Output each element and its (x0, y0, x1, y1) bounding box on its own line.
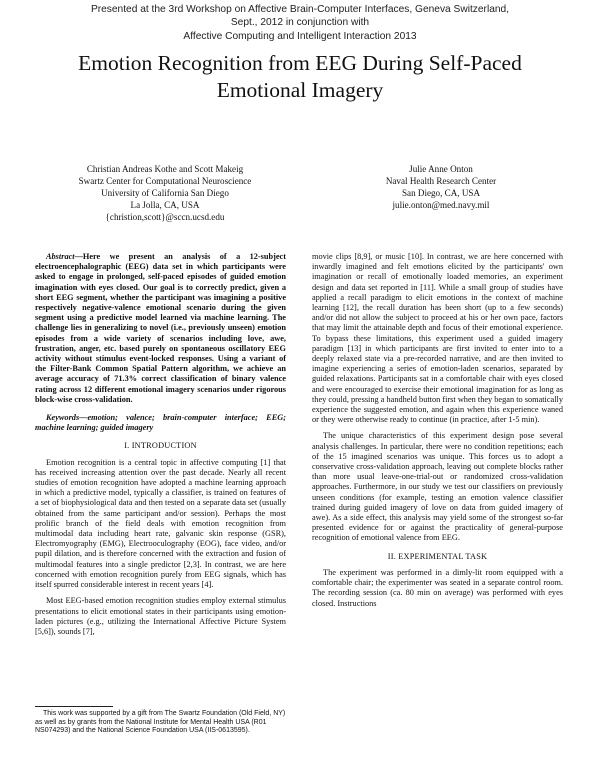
author-location: La Jolla, CA, USA (130, 200, 200, 211)
author-location: San Diego, CA, USA (401, 188, 481, 199)
title-line: Emotional Imagery (216, 78, 384, 102)
workshop-notice (0, 3, 600, 43)
notice-line: Presented at the 3rd Workshop on Affective Brain-Computer Interfaces, Geneva Switzerland, (90, 4, 510, 15)
author-block-right (326, 163, 556, 211)
body-paragraph: Emotion recognition is a central topic in affective computing [1] that has received increasing attention over the past decade. Nearly all recent studies of emotion recognition have adopted a machine learning approach in which a predictive model, typically a classifier, is trained on features of a set of biophysiological data and then tested on a separate data set (usually obtained from the same participant and/or session). Perhaps the most prolific branch of the field deals with emotion recognition from multimodal data including heart rate, galvanic skin response (GSR), Electromyography (EMG), Electrooculography (EOG), face video, and/or pupil dilation, and is therefore concerned with the extraction and fusion of multimodal features into a single predictor [2,3]. In contrast, we are here concerned with emotion recognition purely from EEG signals, which has itself spurred considerable interest in recent years [4]. (35, 457, 286, 590)
abstract-label: Abstract (46, 252, 75, 261)
body-paragraph: The experiment was performed in a dimly-lit room equipped with a comfortable chair; the experimenter was seated in a separate control room. The recording session (ca. 80 min on average) was performed with eyes closed. Instructions (312, 567, 563, 608)
author-affiliation: Swartz Center for Computational Neuroscience (78, 176, 252, 187)
author-names: Julie Anne Onton (409, 164, 473, 174)
paper-title (0, 50, 600, 104)
right-column (312, 252, 563, 609)
body-paragraph: movie clips [8,9], or music [10]. In contrast, we are here concerned with inwardly imagined and felt emotions elicited by the participants' own imagination or recall of emotionally loaded memories, an experiment design and data set reported in [11]. While a small group of studies have applied a recall paradigm to elicit emotions in the context of machine learning [12], the recall duration has been short (up to a few seconds) and/or did not allow the subject to proceed at his or her own pace, factors that may limit the attainable depth and focus of their emotional experience. To bypass these limitations, this experiment used a guided imagery paradigm [13] in which participants are first invited to enter into to a deeply relaxed state via a pre-recorded narrative, and are then invited to imagine experiencing a series of emotion-laden scenarios, separated by guided relaxations. Participants sat in a comfortable chair with eyes closed and were encouraged to exercise their emotional imagination for as long as they could, pressing a handheld button first when they began to somatically experience the suggested emotion, and again when this experience waned or they were otherwise ready to continue (in practice, after 1-5 min). (312, 252, 563, 425)
author-names: Christian Andreas Kothe and Scott Makeig (86, 164, 244, 174)
author-block-left (50, 163, 280, 223)
author-affiliation: Naval Health Research Center (385, 176, 497, 187)
footnote-rule (35, 706, 113, 707)
footnote-text: This work was supported by a gift from The Swartz Foundation (Old Field, NY) as well as by grants from the National Institute for Mental Health USA (R01 NS074293) and the National Science Foundation USA (IIS-0613595). (35, 710, 286, 735)
footnote (35, 706, 286, 736)
body-paragraph: The unique characteristics of this experiment design pose several analysis challenges. In particular, there were no condition repetitions; each of the 15 imagined scenarios was unique. This forces us to adopt a conservative cross-validation approach, leaving out complete blocks rather than more usual leave-one-trial-out or randomized cross-validation approaches. Furthermore, in our study we test our classifiers on previously unseen conditions (for example, testing an emotion valence classifier trained during guided imagery of love on data from guided imagery of awe). As a side effect, this analysis may yield some of the strongest so-far presented evidence for or against the practicality of general-purpose recognition of emotional valence from EEG. (312, 431, 563, 543)
body-paragraph: Most EEG-based emotion recognition studies employ external stimulus presentations to elicit emotional states in their participants using emotion-laden pictures (e.g., utilizing the International Affective Picture System [5,6]), sounds [7], (35, 596, 286, 636)
keywords: Keywords—emotion; valence; brain-computer interface; EEG; machine learning; guided imagery (35, 413, 286, 433)
section-heading-introduction: I. INTRODUCTION (124, 441, 197, 451)
notice-line: Sept., 2012 in conjunction with (230, 17, 370, 29)
abstract (35, 252, 286, 405)
left-column (35, 252, 286, 637)
author-affiliation: University of California San Diego (101, 188, 229, 199)
author-email: {christion,scott}@sccn.ucsd.edu (105, 212, 225, 223)
title-line: Emotion Recognition from EEG During Self-Paced (78, 51, 522, 75)
notice-line: Affective Computing and Intelligent Interaction 2013 (183, 30, 417, 42)
section-heading-experimental-task: II. EXPERIMENTAL TASK (387, 551, 488, 561)
abstract-text: —Here we present an analysis of a 12-subject electroencephalographic (EEG) data set in which participants were asked to engage in prolonged, self-paced episodes of guided emotion imagination with eyes closed. Our goal is to correctly predict, given a short EEG segment, whether the participant was imagining a positive respectively negative-valence emotional scenario during the given segment using a predictive model learned via machine learning. The challenge lies in generalizing to novel (i.e., previously unseen) emotion episodes from a wide variety of scenarios including love, awe, frustration, anger, etc. based purely on spontaneous oscillatory EEG activity without stimulus event-locked responses. Using a variant of the Filter-Bank Common Spatial Pattern algorithm, we achieve an average accuracy of 71.3% correct classification of binary valence rating across 12 different emotional imagery scenarios under rigorous block-wise cross-validation. (35, 252, 286, 404)
author-email: julie.onton@med.navy.mil (392, 200, 490, 211)
